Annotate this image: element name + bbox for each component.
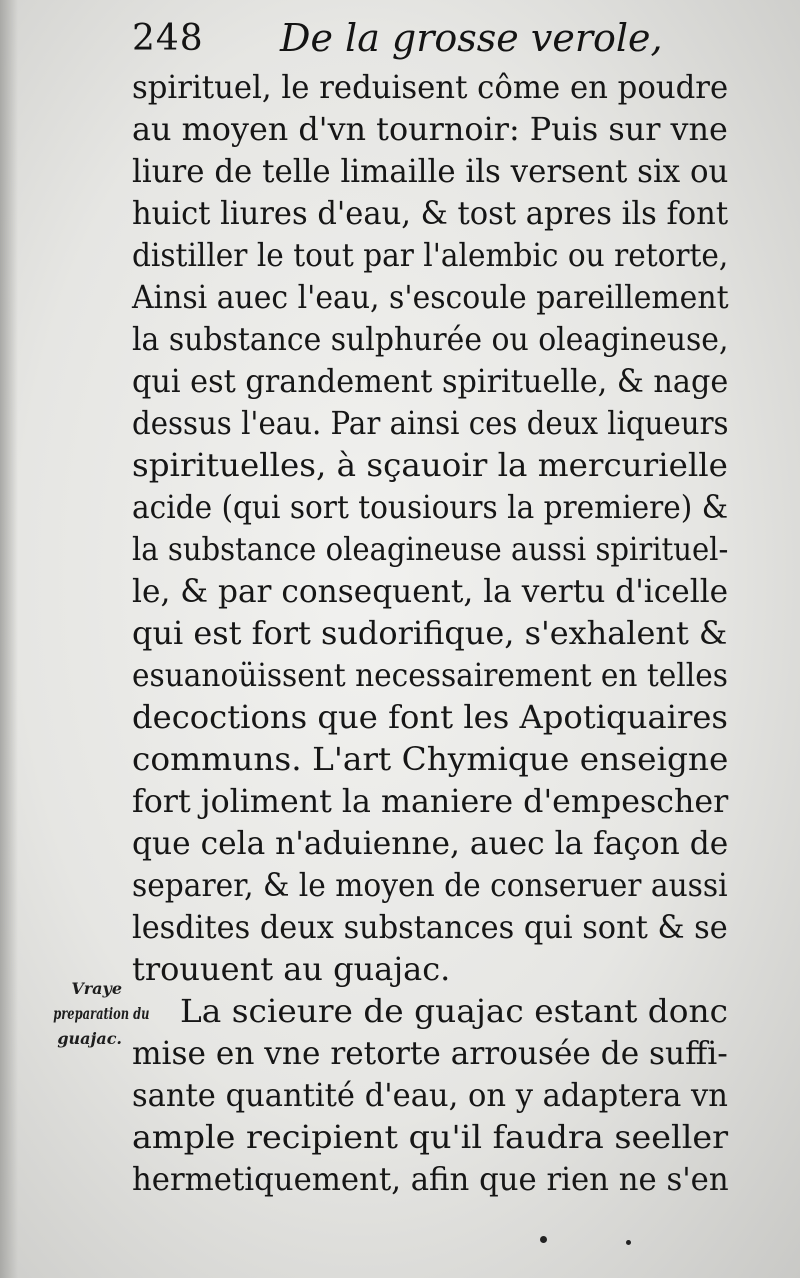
text-line: huict liures d'eau, & tost apres ils font: [132, 194, 729, 232]
text-line: spirituel, le reduisent côme en poudre: [132, 68, 729, 106]
text-line: Ainsi auec l'eau, s'escoule pareillement: [132, 278, 729, 316]
paragraph-first-line: La scieure de guajac estant donc: [180, 992, 728, 1030]
text-line: lesdites deux substances qui sont & se: [132, 908, 728, 946]
page-header: [130, 12, 730, 72]
ink-speck: [626, 1240, 631, 1245]
text-line: sante quantité d'eau, on y adaptera vn: [132, 1076, 728, 1114]
running-title: De la grosse verole,: [280, 16, 663, 60]
text-line: qui est grandement spirituelle, & nage: [132, 362, 729, 400]
text-line: que cela n'aduienne, auec la façon de: [132, 824, 729, 862]
text-line: fort joliment la maniere d'empescher: [132, 782, 729, 820]
margin-note-line: preparation du: [53, 1004, 150, 1023]
text-line: dessus l'eau. Par ainsi ces deux liqueurs: [132, 404, 729, 442]
text-line: distiller le tout par l'alembic ou retorte,: [132, 236, 729, 274]
text-line: au moyen d'vn tournoir: Puis sur vne: [132, 110, 728, 148]
text-line: spirituelles, à sçauoir la mercurielle: [132, 446, 728, 484]
text-line: communs. L'art Chymique enseigne: [132, 740, 729, 778]
text-line: la substance sulphurée ou oleagineuse,: [132, 320, 729, 358]
margin-note-line: Vraye: [71, 979, 122, 998]
text-line: hermetiquement, afin que rien ne s'en: [132, 1160, 729, 1198]
text-line: trouuent au guajac.: [132, 950, 451, 988]
text-line: mise en vne retorte arrousée de suffi-: [132, 1034, 728, 1072]
text-line: esuanoüissent necessairement en telles: [132, 656, 728, 694]
text-line: liure de telle limaille ils versent six ou: [132, 152, 729, 190]
ink-speck: [540, 1236, 547, 1243]
page-number: 248: [132, 18, 204, 59]
text-line: acide (qui sort tousiours la premiere) &: [132, 488, 729, 526]
text-line: ample recipient qu'il faudra seeller: [132, 1118, 729, 1156]
text-line: la substance oleagineuse aussi spirituel-: [132, 530, 729, 568]
text-line: decoctions que font les Apotiquaires: [132, 698, 728, 736]
margin-note: [26, 976, 150, 1051]
page-gutter-shadow: [0, 0, 18, 1278]
margin-note-line: guajac.: [57, 1029, 122, 1048]
text-line: separer, & le moyen de conseruer aussi: [132, 866, 728, 904]
text-line: le, & par consequent, la vertu d'icelle: [132, 572, 729, 610]
text-line: qui est fort sudorifique, s'exhalent &: [132, 614, 728, 652]
